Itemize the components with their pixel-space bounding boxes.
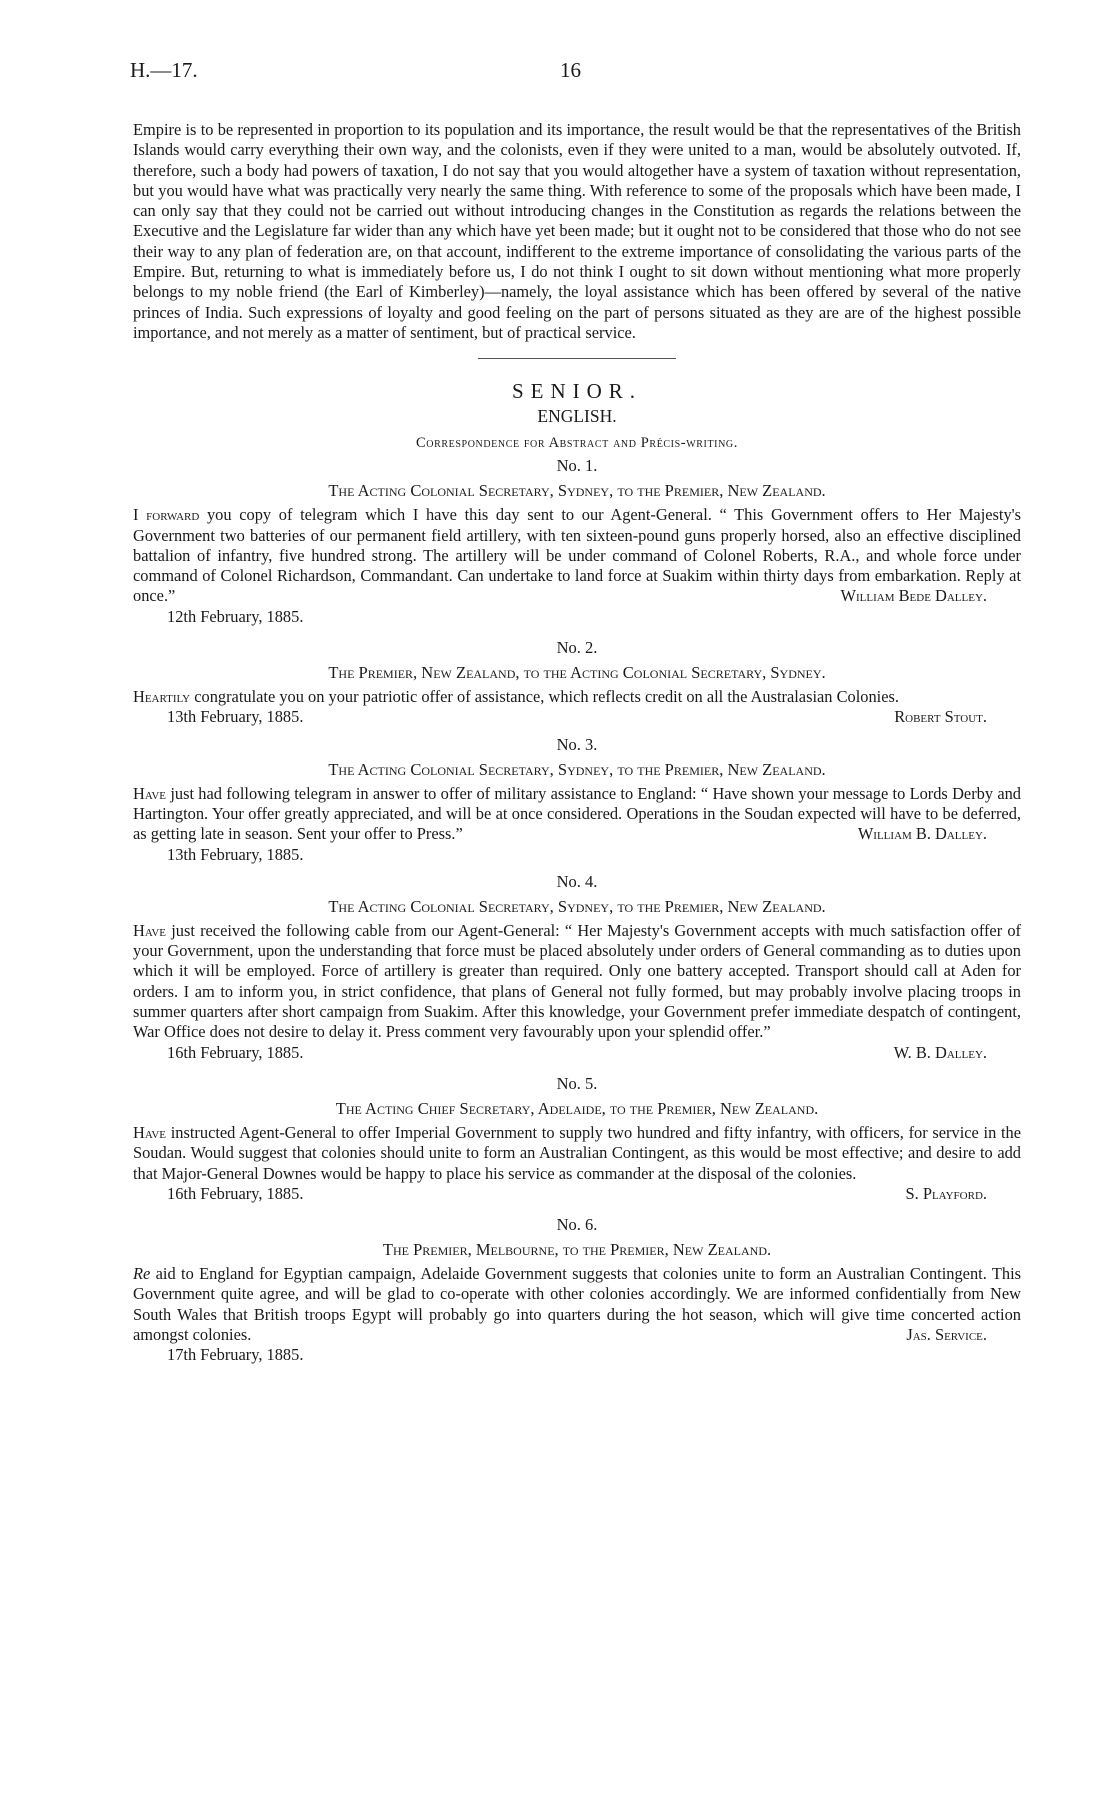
letter-date-line — [133, 1184, 1021, 1204]
letter — [133, 734, 1021, 865]
section-subject: ENGLISH. — [537, 406, 617, 427]
section-title: SENIOR. — [511, 379, 643, 404]
letter-route: The Acting Colonial Secretary, Sydney, to the Premier, New Zealand. — [328, 896, 826, 916]
letter — [133, 1214, 1021, 1365]
section-divider — [478, 358, 676, 359]
letter-date: 16th February, 1885. — [167, 1183, 304, 1203]
letter-route: The Acting Chief Secretary, Adelaide, to the Premier, New Zealand. — [335, 1098, 819, 1118]
letter-lead: Have — [133, 1122, 167, 1142]
letter — [133, 637, 1021, 728]
letter-number: No. 2. — [556, 638, 598, 658]
letter-route: The Premier, New Zealand, to the Acting Colonial Secretary, Sydney. — [328, 663, 826, 683]
letter-date: 16th February, 1885. — [167, 1042, 304, 1062]
letter-body — [133, 921, 1021, 1043]
letter-body — [133, 784, 1021, 845]
letter-number: No. 3. — [556, 734, 598, 754]
intro-paragraph: Empire is to be represented in proportion to its population and its importance, the result would be that the representatives of the British Islands would carry everything their own way, and the colonists, even if they were united to a man, would be absolutely outvoted. If, therefore, such a body had powers of taxation, I do not say that you would altogether have a system of taxation without representation, but you would have what was practically very nearly the same thing. With reference to some of the proposals which have been made, I can only say that they could not be carried out without introducing changes in the Constitution as regards the relations between the Executive and the Legislature far wider than any which have yet been made; but it ought not to be considered that those who do not see their way to any plan of federation are, on that account, indifferent to the extreme importance of consolidating the various parts of the Empire. But, returning to what is immediately before us, I do not think I ought to sit down without mentioning what more properly belongs to my noble friend (the Earl of Kimberley)—namely, the loyal assistance which has been offered by several of the native princes of India. Such expressions of loyalty and good feeling on the part of persons situated as they are are of the highest possible importance, and not merely as a matter of sentiment, but of practical service. — [133, 120, 1022, 342]
letter-route: The Acting Colonial Secretary, Sydney, to the Premier, New Zealand. — [328, 759, 826, 779]
letter-lead: Re — [133, 1264, 151, 1284]
letter-date: 13th February, 1885. — [167, 707, 304, 727]
letter-signature: W. B. Dalley. — [893, 1042, 987, 1062]
section-subtitle: Correspondence for Abstract and Précis-writing. — [416, 435, 738, 452]
letter-body — [133, 505, 1021, 606]
letter-number: No. 6. — [556, 1215, 598, 1235]
letter-date: 12th February, 1885. — [167, 606, 304, 626]
letter-lead: Have — [133, 783, 167, 803]
letter-text: congratulate you on your patriotic offer of assistance, which reflects credit on all the Australasian Colonies. — [190, 687, 899, 707]
letter-route: The Premier, Melbourne, to the Premier, New Zealand. — [382, 1240, 772, 1260]
letter-date: 13th February, 1885. — [167, 844, 304, 864]
letter-lead: Heartily — [133, 687, 191, 707]
document-reference: H.—17. — [130, 58, 198, 82]
letter-number: No. 4. — [556, 871, 598, 891]
letter-text: aid to England for Egyptian campaign, Adelaide Government suggests that colonies unite to form an Australian Contingent. This Government quite agree, and will be glad to co-operate with other colonies accordingly. We are informed confidentially from New South Wales that British troops Egypt will probably go into quarters during the hot season, which will give time concerted action amongst colonies. — [133, 1264, 1021, 1344]
letter-date: 17th February, 1885. — [167, 1345, 304, 1365]
letter-lead: Have — [133, 920, 167, 940]
letter — [133, 1073, 1021, 1204]
letter-text: instructed Agent-General to offer Imperial Government to supply two hundred and fifty infantry, with officers, for service in the Soudan. Would suggest that colonies should unite to form an Australian Contingent, as this would be most effective; and desire to add that Major-General Downes would be happy to place his service as commander at the disposal of the colonies. — [133, 1122, 1021, 1183]
page-number: 16 — [560, 58, 581, 82]
letter — [133, 455, 1021, 627]
letter-signature: Jas. Service. — [906, 1324, 987, 1344]
letter-text: just had following telegram in answer to offer of military assistance to England: “ Have shown your message to Lords Derby and Hartington. Your offer greatly appreciated, and will be at once considered. Operations in the Soudan expected will have to be deferred, as getting late in season. Sent your offer to Press.” — [133, 783, 1021, 844]
letter-route: The Acting Colonial Secretary, Sydney, to the Premier, New Zealand. — [328, 481, 826, 501]
letter-signature: William Bede Dalley. — [840, 586, 987, 606]
letter-text: just received the following cable from our Agent-General: “ Her Majesty's Government accepts with much satisfaction offer of your Government, upon the understanding that force must be placed absolutely under orders of General commanding as to duties upon which it will be employed. Force of artillery is greater than required. Only one battery accepted. Transport should call at Aden for orders. I am to inform you, in strict confidence, that plans of General not fully formed, but may probably involve placing troops in summer quarters after short campaign from Suakim. After this knowledge, your Government prefer immediate despatch of contingent, War Office does not desire to delay it. Press comment very favourably upon your splendid offer.” — [133, 920, 1021, 1042]
letter-body — [133, 1264, 1021, 1345]
letter-body — [133, 1123, 1021, 1184]
letter-signature: Robert Stout. — [894, 707, 987, 727]
letter — [133, 871, 1021, 1063]
letter-number: No. 1. — [556, 456, 598, 476]
letter-signature: William B. Dalley. — [857, 824, 987, 844]
letter-number: No. 5. — [556, 1073, 598, 1093]
letter-date-line — [133, 1043, 1021, 1063]
letter-lead: I forward — [133, 505, 200, 525]
page-body — [133, 120, 1021, 1366]
letter-signature: S. Playford. — [905, 1183, 987, 1203]
page-header — [0, 58, 1114, 88]
letter-text: you copy of telegram which I have this day sent to our Agent-General. “ This Government offers to Her Majesty's Government two batteries of our permanent field artillery, with ten sixteen-pound guns properly horsed, also an effective disciplined battalion of infantry, five hundred strong. The artillery will be under command of Colonel Roberts, R.A., and whole force under command of Colonel Richardson, Commandant. Can undertake to land force at Suakim within thirty days from embarkation. Reply at once.” — [133, 505, 1021, 606]
